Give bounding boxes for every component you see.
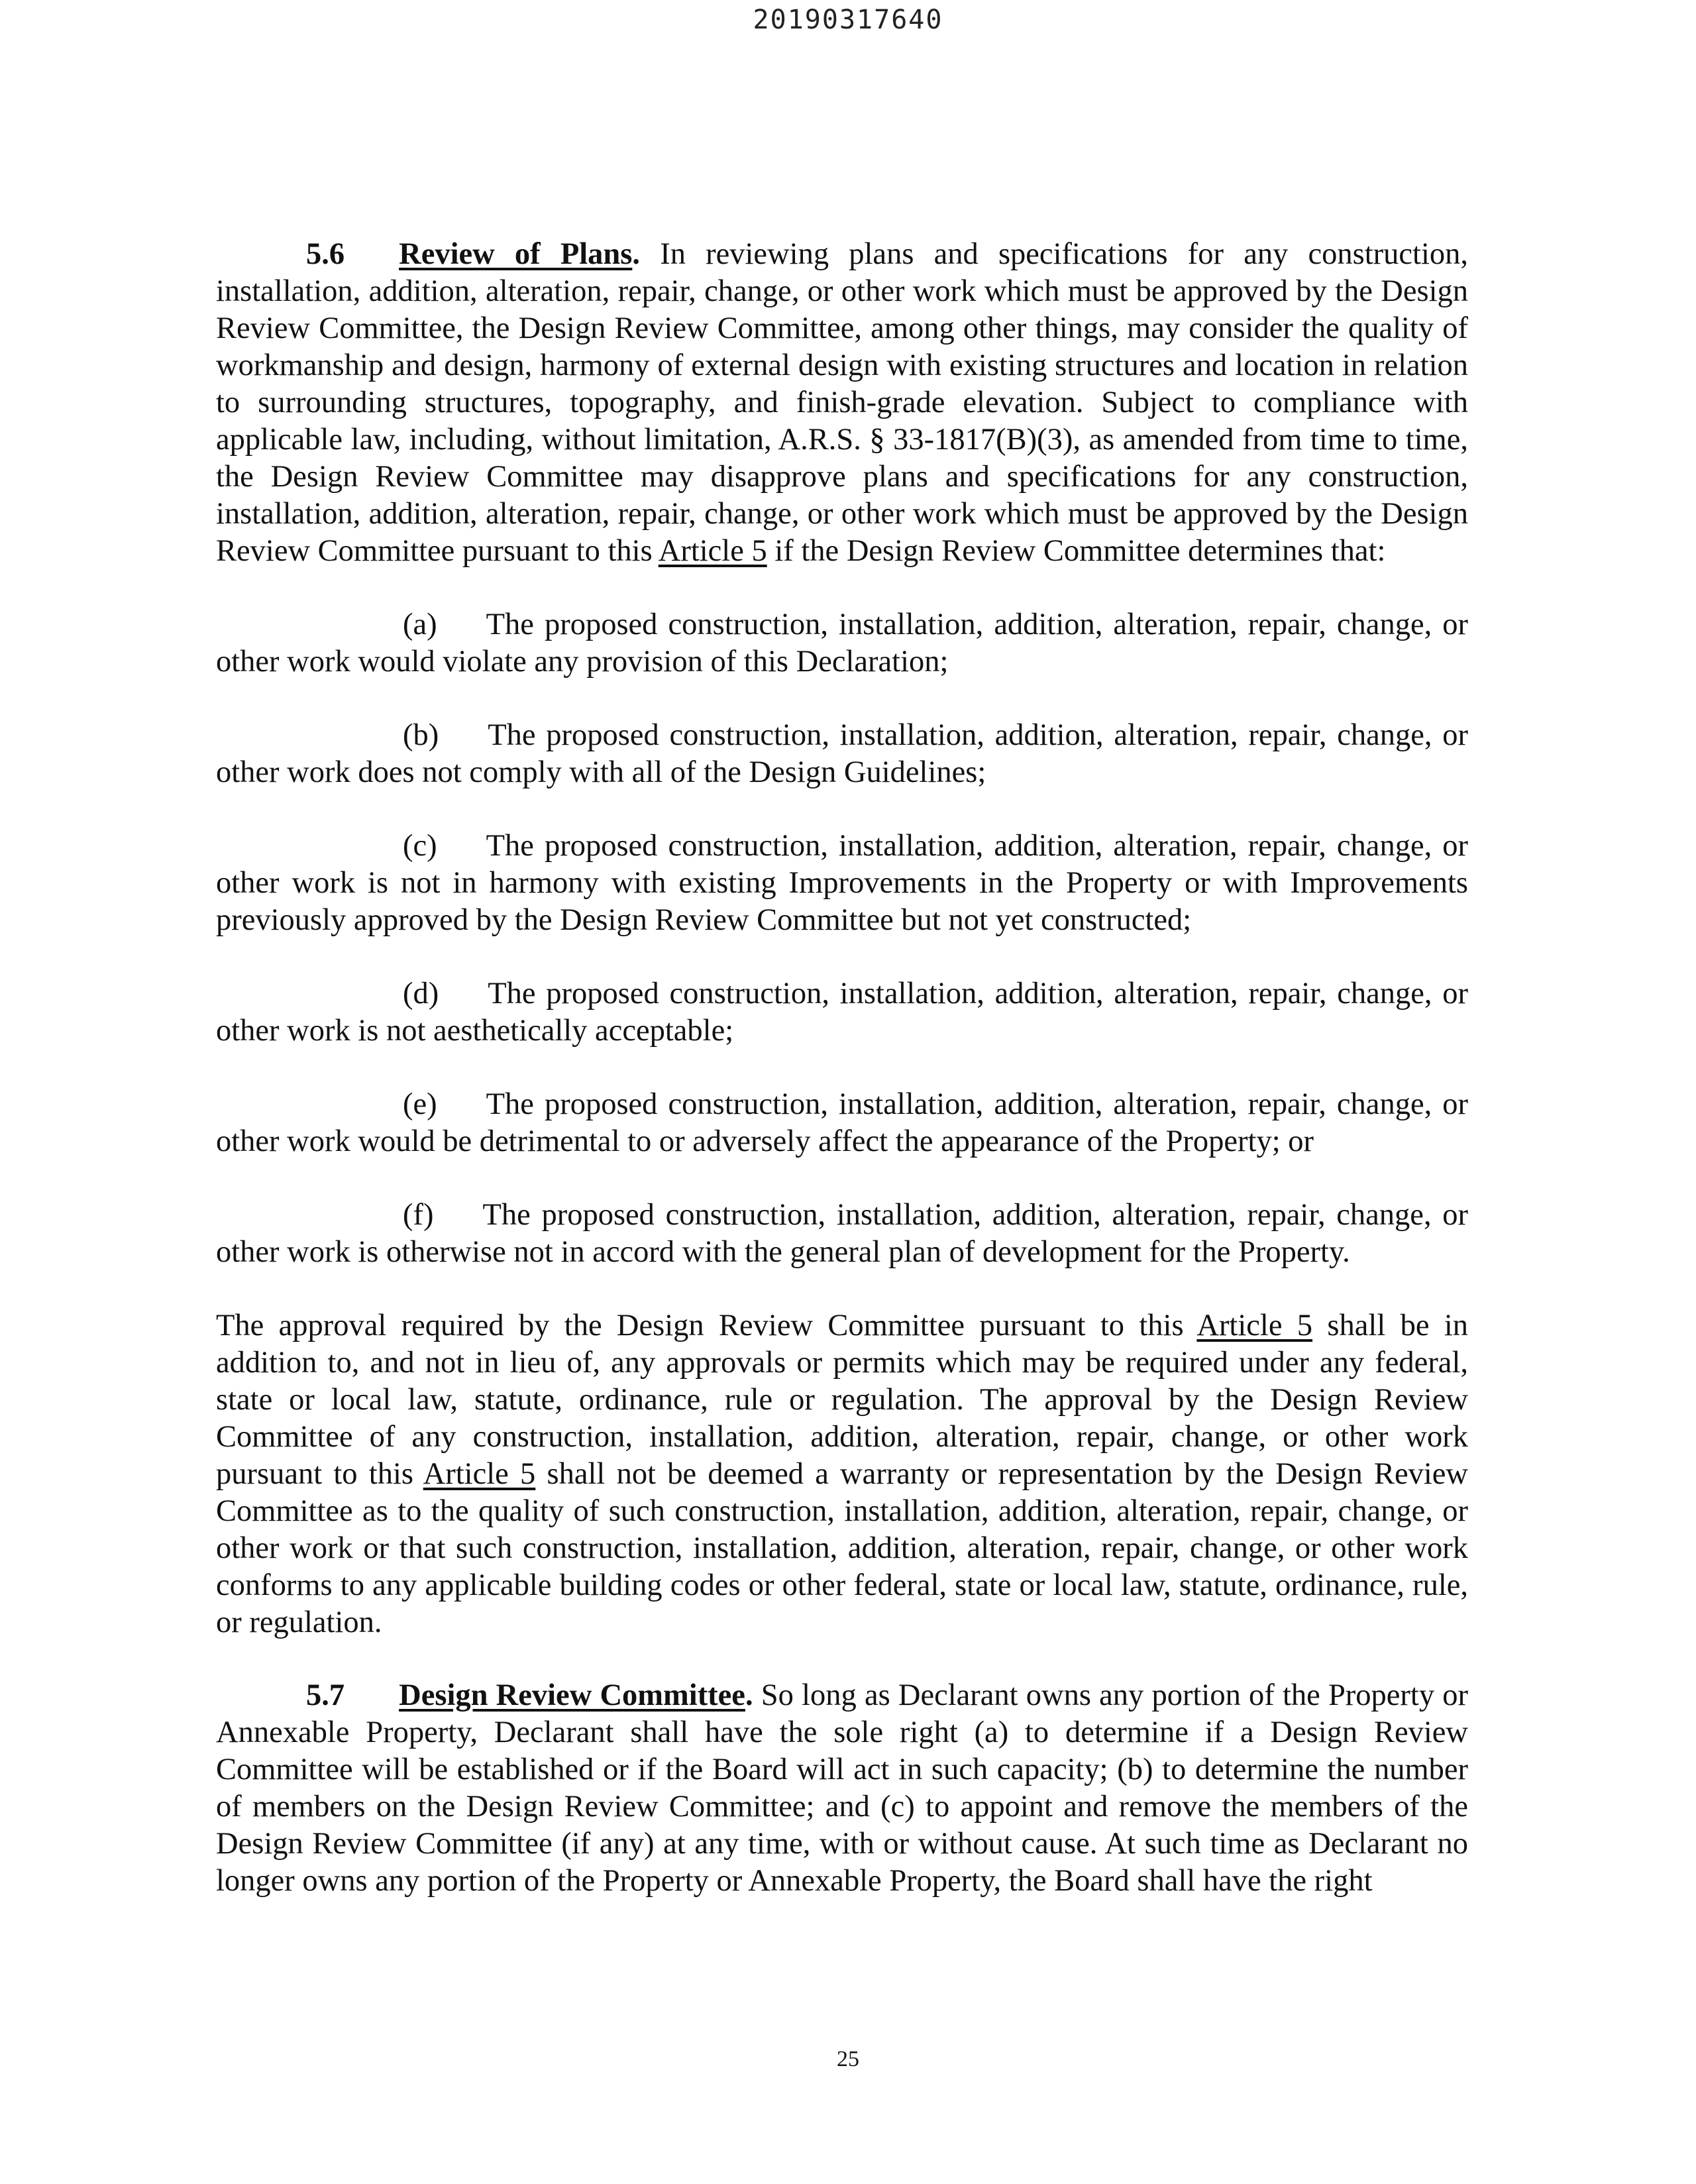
list-item: [216, 1086, 1468, 1160]
article-reference: Article 5: [423, 1457, 536, 1491]
page-body: [216, 236, 1468, 1900]
item-label: (a): [403, 608, 437, 641]
section-5-6-paragraph: [216, 236, 1468, 570]
item-label: (e): [403, 1087, 437, 1121]
section-title: Design Review Committee: [399, 1678, 745, 1712]
section-text: In reviewing plans and specifications for any construction, installation, addition, alteration, repair, change, or other work which must be approved by the Design Review Committee, the Design Review Committee, among other things, may consider the quality of workmanship and design, harmony of external design with existing structures and location in relation to surrounding structures, topography, and finish-grade elevation. Subject to compliance with applicable law, including, without limitation, A.R.S. § 33-1817(B)(3), as amended from time to time, the Design Review Committee may disapprove plans and specifications for any construction, installation, addition, alteration, repair, change, or other work which must be approved by the Design Review Committee pursuant to this: [216, 237, 1469, 568]
item-text: The proposed construction, installation, addition, alteration, repair, change, or other work would violate any provision of this Declaration;: [216, 608, 1468, 679]
section-title: Review of Plans: [399, 237, 633, 271]
article-reference: Article 5: [658, 534, 767, 568]
section-title-period: .: [632, 237, 641, 271]
article-reference: Article 5: [1196, 1309, 1313, 1342]
closing-text: shall be in addition to, and not in lieu of, any approvals or permits which may be required under any federal, state or local law, statute, ordinance, rule or regulation. The approval by the Design Review Committee of any construction, installation, addition, alteration, repair, change, or other work pursuant to this: [216, 1309, 1468, 1491]
item-text: The proposed construction, installation, addition, alteration, repair, change, or other work is otherwise not in accord with the general plan of development for the Property.: [216, 1198, 1468, 1269]
section-title-period: .: [745, 1678, 753, 1712]
list-item: [216, 606, 1468, 681]
list-item: [216, 975, 1468, 1050]
closing-paragraph: [216, 1307, 1468, 1641]
list-item: [216, 828, 1468, 939]
item-text: The proposed construction, installation, addition, alteration, repair, change, or other work is not aesthetically acceptable;: [216, 977, 1468, 1048]
item-label: (c): [403, 829, 437, 863]
section-number: 5.7: [306, 1678, 345, 1712]
section-5-7-paragraph: [216, 1677, 1468, 1900]
item-text: The proposed construction, installation, addition, alteration, repair, change, or other work would be detrimental to or adversely affect the appearance of the Property; or: [216, 1087, 1468, 1158]
closing-text: The approval required by the Design Review Committee pursuant to this: [216, 1309, 1184, 1342]
page-number: 25: [837, 2047, 859, 2071]
section-text: So long as Declarant owns any portion of the Property or Annexable Property, Declarant shall have the sole right (a) to determine if a Design Review Committee will be established or if the Board will act in such capacity; (b) to determine the number of members on the Design Review Committee; and (c) to appoint and remove the members of the Design Review Committee (if any) at any time, with or without cause. At such time as Declarant no longer owns any portion of the Property or Annexable Property, the Board shall have the right: [216, 1678, 1469, 1898]
item-text: The proposed construction, installation, addition, alteration, repair, change, or other work is not in harmony with existing Improvements in the Property or with Improvements previously approved by the Design Review Committee but not yet constructed;: [216, 829, 1468, 937]
closing-text: shall not be deemed a warranty or representation by the Design Review Committee as to the quality of such construction, installation, addition, alteration, repair, change, or other work or that such construction, installation, addition, alteration, repair, change, or other work conforms to any applicable building codes or other federal, state or local law, statute, ordinance, rule, or regulation.: [216, 1457, 1469, 1639]
document-number: 20190317640: [753, 5, 943, 35]
item-label: (d): [403, 977, 439, 1010]
item-label: (b): [403, 718, 439, 752]
section-number: 5.6: [306, 237, 345, 271]
list-item: [216, 1197, 1468, 1271]
item-label: (f): [403, 1198, 434, 1232]
section-text: if the Design Review Committee determines that:: [774, 534, 1386, 568]
list-item: [216, 717, 1468, 791]
item-text: The proposed construction, installation, addition, alteration, repair, change, or other work does not comply with all of the Design Guidelines;: [216, 718, 1468, 789]
